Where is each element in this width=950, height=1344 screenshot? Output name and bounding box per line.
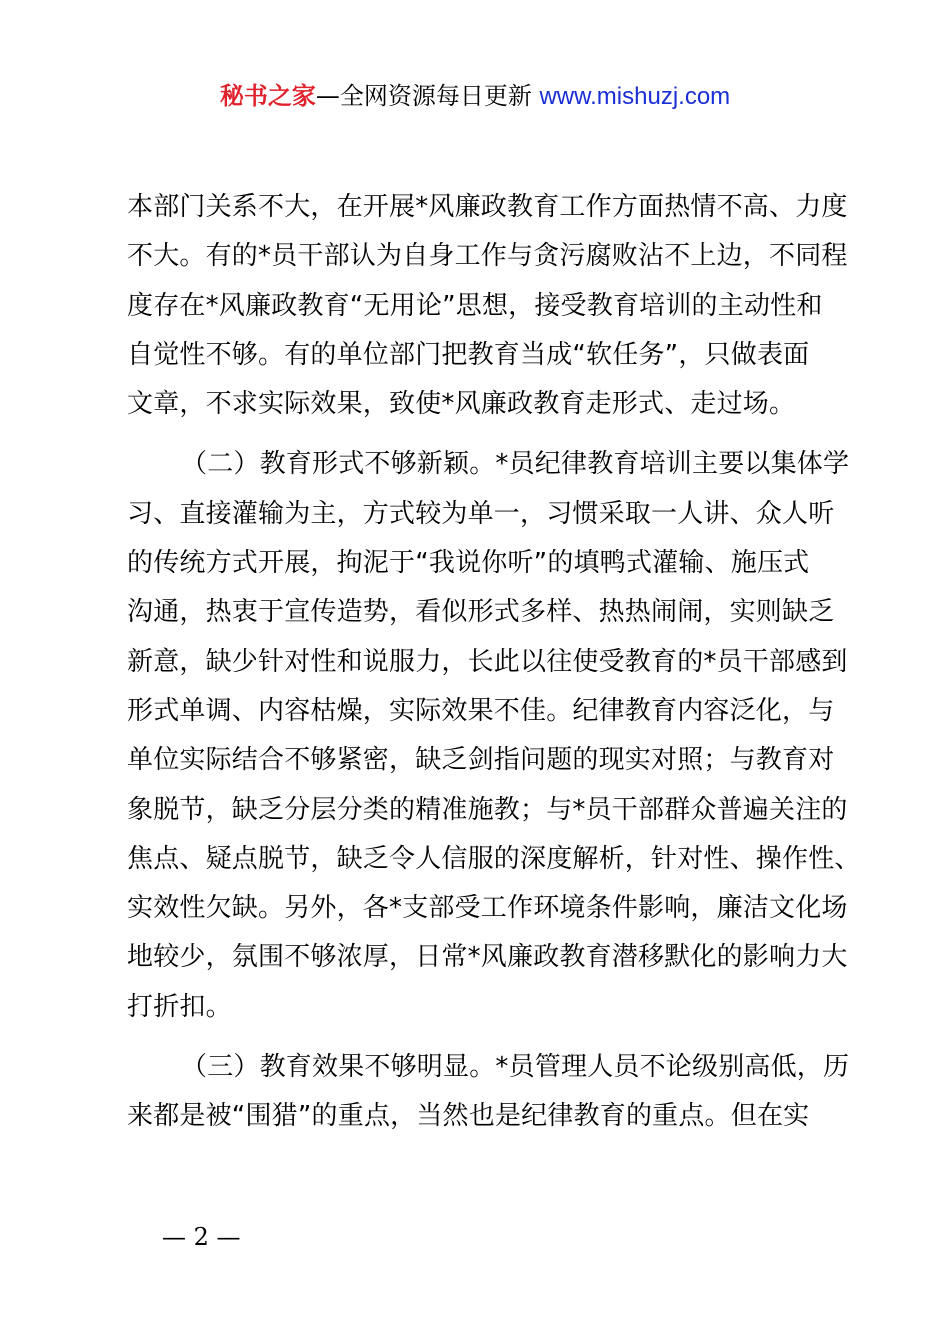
- text-line: 形式单调、内容枯燥，实际效果不佳。纪律教育内容泛化，与: [127, 695, 835, 726]
- site-header: [0, 80, 950, 113]
- text-line: 实效性欠缺。另外，各*支部受工作环境条件影响，廉洁文化场: [127, 893, 848, 924]
- text-line: 不大。有的*员干部认为自身工作与贪污腐败沾不上边，不同程: [127, 241, 848, 272]
- text-line: 自觉性不够。有的单位部门把教育当成“软任务”，只做表面: [127, 339, 810, 370]
- text-line: 单位实际结合不够紧密，缺乏剑指问题的现实对照；与教育对: [127, 745, 835, 776]
- site-url[interactable]: www.mishuzj.com: [539, 83, 731, 110]
- paragraph: [127, 1043, 850, 1142]
- text-line: 沟通，热衷于宣传造势，看似形式多样、热热闹闹，实则缺乏: [127, 597, 835, 628]
- text-line: 焦点、疑点脱节，缺乏令人信服的深度解析，针对性、操作性、: [127, 843, 861, 874]
- text-line: 打折扣。: [127, 991, 232, 1022]
- text-line: 的传统方式开展，拘泥于“我说你听”的填鸭式灌输、施压式: [127, 548, 810, 579]
- text-line: 新意，缺少针对性和说服力，长此以往使受教育的*员干部感到: [127, 646, 848, 677]
- paragraph: [127, 440, 861, 1032]
- text-line: 地较少，氛围不够浓厚，日常*风廉政教育潜移默化的影响力大: [127, 942, 848, 973]
- paragraph: [127, 183, 847, 429]
- text-line: 度存在*风廉政教育“无用论”思想，接受教育培训的主动性和: [127, 290, 823, 321]
- text-line: （三）教育效果不够明显。*员管理人员不论级别高低，历: [181, 1052, 850, 1083]
- page-number: — 2 —: [162, 1223, 241, 1251]
- brand-name: 秘书之家: [219, 82, 316, 110]
- text-line: 习、直接灌输为主，方式较为单一，习惯采取一人讲、众人听: [127, 498, 835, 529]
- paragraph-gap: [127, 429, 847, 440]
- text-line: 象脱节，缺乏分层分类的精准施教；与*员干部群众普遍关注的: [127, 794, 848, 825]
- text-line: （二）教育形式不够新颖。*员纪律教育培训主要以集体学: [181, 449, 850, 480]
- text-line: 来都是被“围猎”的重点，当然也是纪律教育的重点。但在实: [127, 1101, 810, 1132]
- paragraph-gap: [127, 1032, 847, 1043]
- document-body: [127, 183, 861, 1142]
- text-line: 本部门关系不大，在开展*风廉政教育工作方面热情不高、力度: [127, 192, 848, 222]
- header-tagline: —全网资源每日更新: [315, 82, 540, 110]
- text-line: 文章，不求实际效果，致使*风廉政教育走形式、走过场。: [127, 389, 796, 420]
